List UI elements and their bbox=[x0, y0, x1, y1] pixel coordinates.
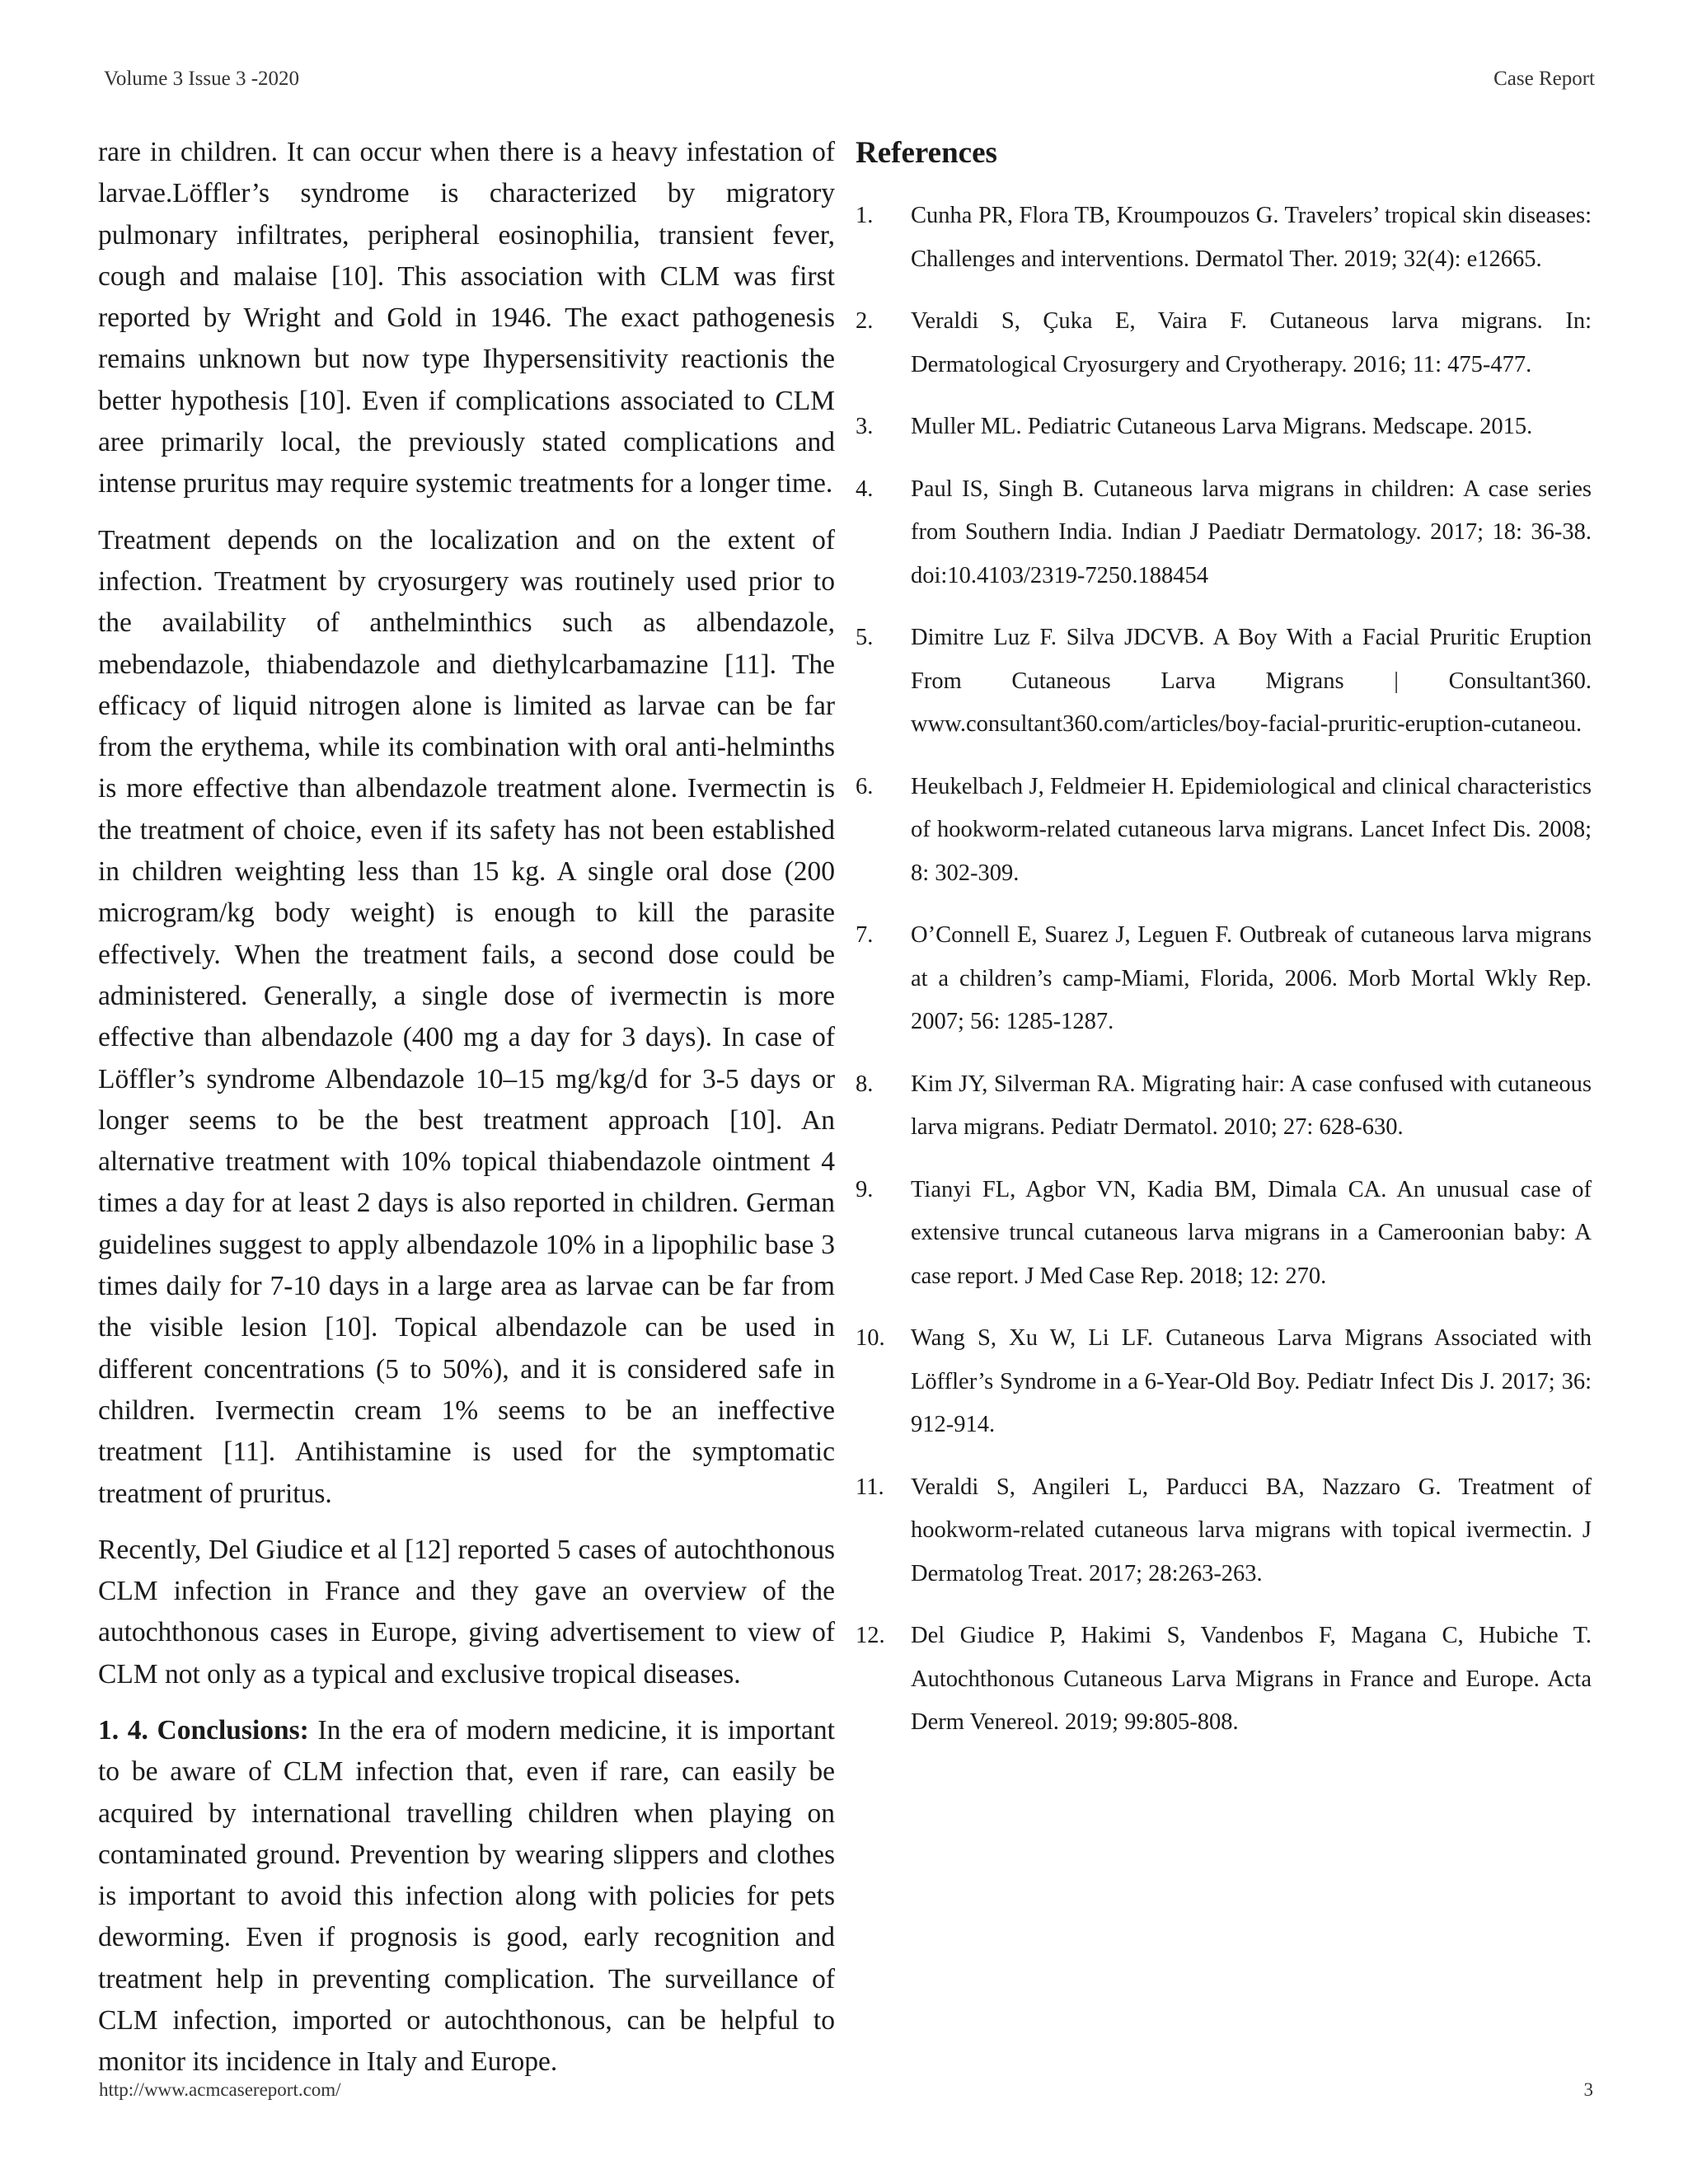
reference-item bbox=[856, 468, 1592, 598]
page-number: 3 bbox=[1583, 2079, 1593, 2100]
paragraph-treatment: Treatment depends on the localization and on the extent of infection. Treatment by cryosurgery was routinely used prior to the availability of anthelminthics such as albendazole, mebendazole, thiabendazole and diethylcarbamazine [11]. The efficacy of liquid nitrogen alone is limited as larvae can be far from the erythema, while its combination with oral anti-helminths is more effective than albendazole treatment alone. Ivermectin is the treatment of choice, even if its safety has not been established in children weighting less than 15 kg. A single oral dose (200 microgram/kg body weight) is enough to kill the parasite effectively. When the treatment fails, a second dose could be administered. Generally, a single dose of ivermectin is more effective than albendazole (400 mg a day for 3 days). In case of Löffler’s syndrome Albendazole 10–15 mg/kg/d for 3-5 days or longer seems to be the best treatment approach [10]. An alternative treatment with 10% topical thiabendazole ointment 4 times a day for at least 2 days is also reported in children. German guidelines suggest to apply albendazole 10% in a lipophilic base 3 times daily for 7-10 days in a large area as larvae can be far from the visible lesion [10]. Topical albendazole can be used in different concentrations (5 to 50%), and it is considered safe in children. Ivermectin cream 1% seems to be an ineffective treatment [11]. Antihistamine is used for the symptomatic treatment of pruritus. bbox=[98, 524, 835, 1509]
reference-item bbox=[856, 1615, 1592, 1745]
reference-number: 6. bbox=[856, 773, 874, 799]
reference-item bbox=[856, 1466, 1592, 1596]
references-column bbox=[856, 130, 1592, 1764]
conclusions-heading: 1. 4. Conclusions: bbox=[98, 1714, 309, 1746]
reference-text: Cunha PR, Flora TB, Kroumpouzos G. Travelers’ tropical skin diseases: Challenges and interventions. Dermatol Ther. 2019; 32(4): e12665. bbox=[911, 203, 1592, 272]
paragraph-loffler: rare in children. It can occur when there is a heavy infestation of larvae.Löffler’s syndrome is characterized by migratory pulmonary infiltrates, peripheral eosinophilia, transient fever, cough and malaise [10]. This association with CLM was first reported by Wright and Gold in 1946. The exact pathogenesis remains unknown but now type Ihypersensitivity reactionis the better hypothesis [10]. Even if complications associated to CLM aree primarily local, the previously stated complications and intense pruritus may require systemic treatments for a longer time. bbox=[98, 137, 835, 499]
references-heading: References bbox=[856, 136, 997, 170]
reference-text: Paul IS, Singh B. Cutaneous larva migrans in children: A case series from Southern India. Indian J Paediatr Dermatology. 2017; 18: 36-38. doi:10.4103/2319-7250.188454 bbox=[911, 476, 1592, 588]
conclusions-text: In the era of modern medicine, it is important to be aware of CLM infection that, even if rare, can easily be acquired by international travelling children when playing on contaminated ground. Prevention by wearing slippers and clothes is important to avoid this infection along with policies for pets deworming. Even if prognosis is good, early recognition and treatment help in preventing complication. The surveillance of CLM infection, imported or autochthonous, can be helpful to monitor its incidence in Italy and Europe. bbox=[98, 1714, 835, 2078]
reference-text: Veraldi S, Angileri L, Parducci BA, Nazzaro G. Treatment of hookworm-related cutaneous larva migrans with topical ivermectin. J Dermatolog Treat. 2017; 28:263-263. bbox=[911, 1474, 1592, 1586]
reference-text: Veraldi S, Çuka E, Vaira F. Cutaneous larva migrans. In: Dermatological Cryosurgery and Cryotherapy. 2016; 11: 475-477. bbox=[911, 308, 1592, 377]
reference-item bbox=[856, 300, 1592, 387]
reference-item bbox=[856, 766, 1592, 896]
paragraph-conclusions bbox=[98, 1710, 835, 2083]
reference-item bbox=[856, 194, 1592, 281]
reference-number: 7. bbox=[856, 922, 874, 948]
reference-number: 10. bbox=[856, 1325, 885, 1351]
reference-text: Del Giudice P, Hakimi S, Vandenbos F, Magana C, Hubiche T. Autochthonous Cutaneous Larva Migrans in France and Europe. Acta Derm Venereol. 2019; 99:805-808. bbox=[911, 1623, 1592, 1735]
paragraph-autochthonous: Recently, Del Giudice et al [12] reported 5 cases of autochthonous CLM infection in France and they gave an overview of the autochthonous cases in Europe, giving advertisement to view of CLM not only as a typical and exclusive tropical diseases. bbox=[98, 1534, 835, 1690]
reference-number: 12. bbox=[856, 1623, 885, 1648]
reference-number: 11. bbox=[856, 1474, 884, 1500]
reference-number: 5. bbox=[856, 625, 874, 650]
journal-volume: Volume 3 Issue 3 -2020 bbox=[104, 68, 300, 90]
article-type: Case Report bbox=[1493, 68, 1595, 90]
reference-number: 9. bbox=[856, 1176, 874, 1202]
reference-number: 3. bbox=[856, 414, 874, 439]
reference-item bbox=[856, 1317, 1592, 1447]
journal-url[interactable]: http://www.acmcasereport.com/ bbox=[99, 2079, 341, 2100]
reference-text: O’Connell E, Suarez J, Leguen F. Outbreak of cutaneous larva migrans at a children’s camp-Miami, Florida, 2006. Morb Mortal Wkly Rep. 2007; 56: 1285-1287. bbox=[911, 922, 1592, 1034]
reference-text: Tianyi FL, Agbor VN, Kadia BM, Dimala CA. An unusual case of extensive truncal cutaneous larva migrans in a Cameroonian baby: A case report. J Med Case Rep. 2018; 12: 270. bbox=[911, 1176, 1592, 1289]
body-text-column bbox=[98, 132, 835, 2098]
reference-text: Dimitre Luz F. Silva JDCVB. A Boy With a Facial Pruritic Eruption From Cutaneous Larva Migrans | Consultant360. www.consultant360.com/articles/boy-facial-pruritic-eruption-cutaneou. bbox=[911, 625, 1592, 737]
reference-number: 8. bbox=[856, 1071, 874, 1097]
reference-item bbox=[856, 1063, 1592, 1150]
reference-number: 4. bbox=[856, 476, 874, 502]
reference-list bbox=[856, 194, 1592, 1745]
reference-text: Kim JY, Silverman RA. Migrating hair: A case confused with cutaneous larva migrans. Pediatr Dermatol. 2010; 27: 628-630. bbox=[911, 1071, 1592, 1140]
reference-item bbox=[856, 616, 1592, 747]
reference-number: 2. bbox=[856, 308, 874, 334]
reference-number: 1. bbox=[856, 203, 874, 228]
reference-text: Heukelbach J, Feldmeier H. Epidemiological and clinical characteristics of hookworm-related cutaneous larva migrans. Lancet Infect Dis. 2008; 8: 302-309. bbox=[911, 773, 1592, 886]
reference-item bbox=[856, 914, 1592, 1044]
reference-text: Wang S, Xu W, Li LF. Cutaneous Larva Migrans Associated with Löffler’s Syndrome in a 6-Year-Old Boy. Pediatr Infect Dis J. 2017; 36: 912-914. bbox=[911, 1325, 1592, 1437]
reference-item bbox=[856, 1169, 1592, 1299]
reference-item bbox=[856, 405, 1592, 449]
reference-text: Muller ML. Pediatric Cutaneous Larva Migrans. Medscape. 2015. bbox=[911, 414, 1533, 439]
